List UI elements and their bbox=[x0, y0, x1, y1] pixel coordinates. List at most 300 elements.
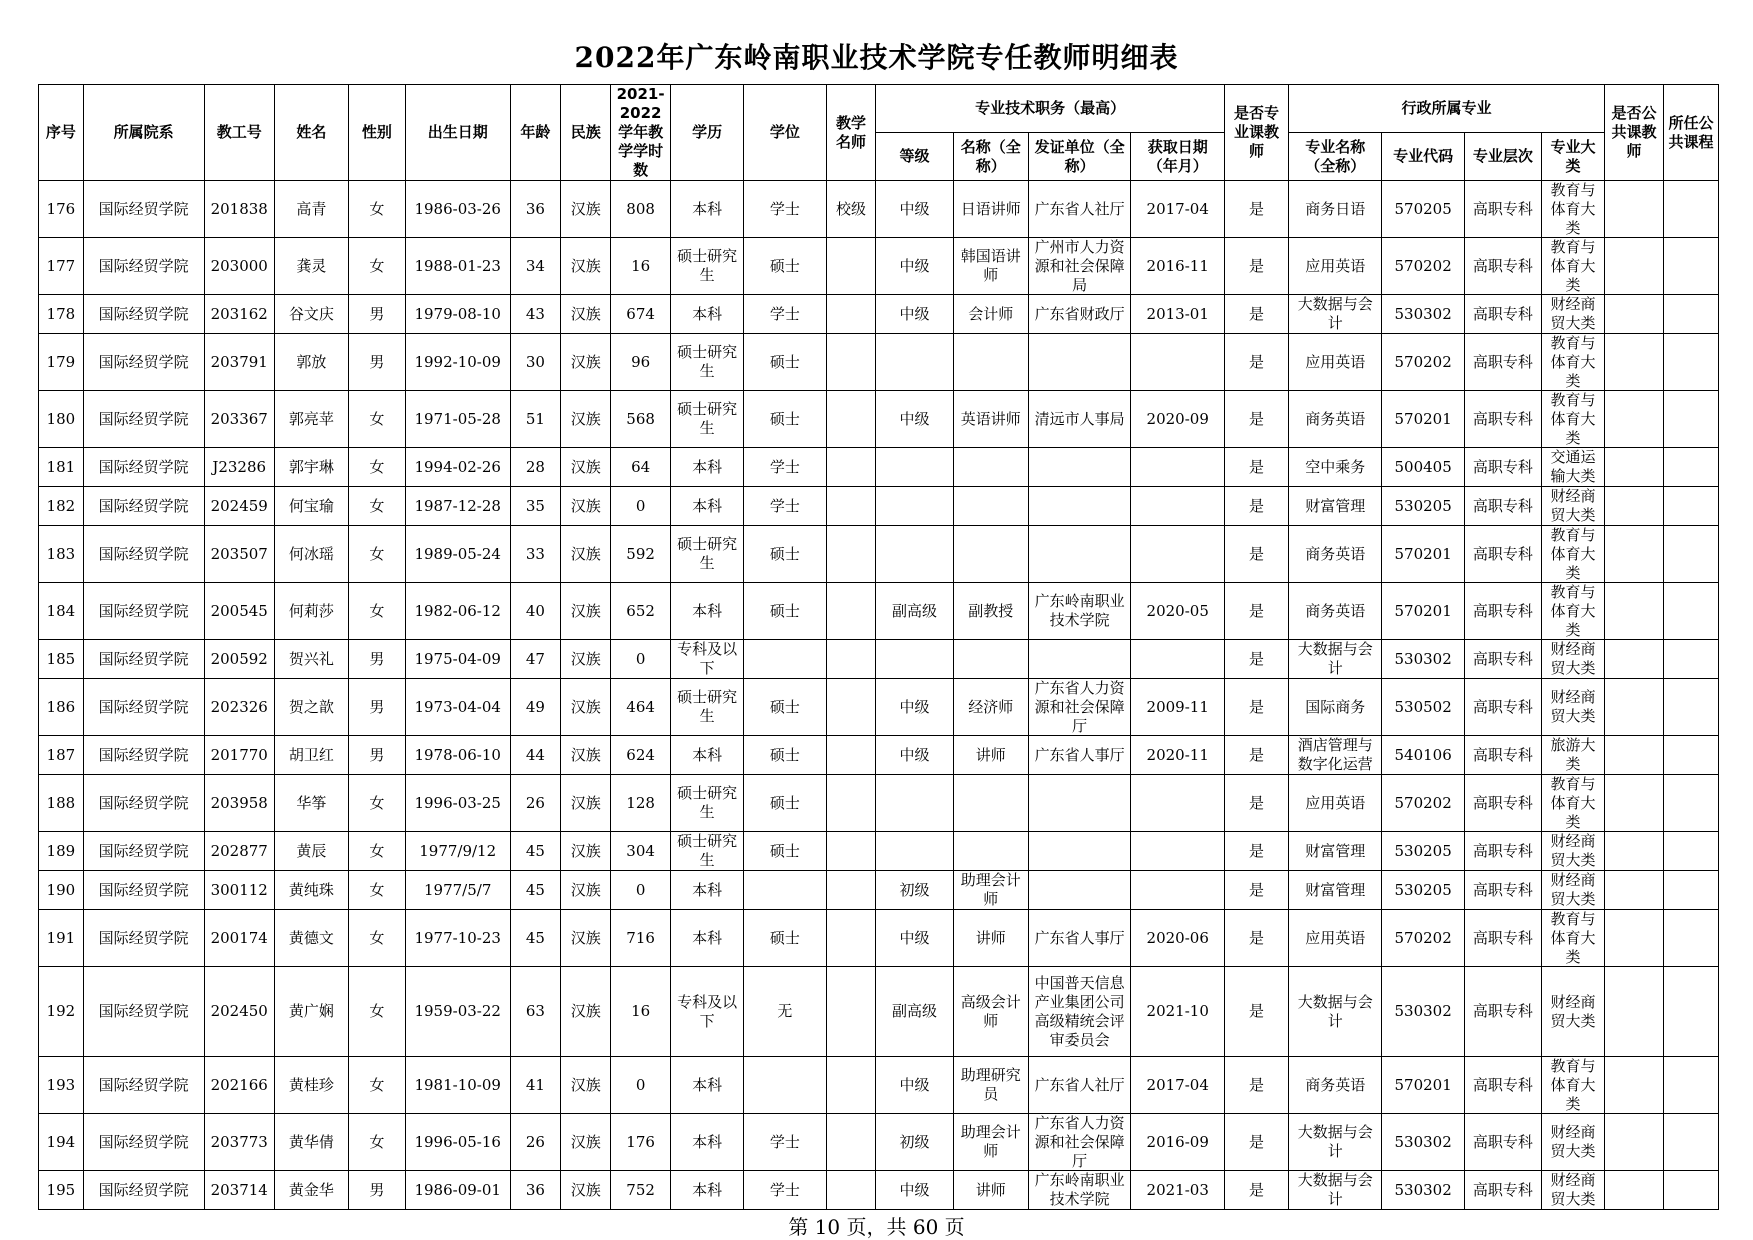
cell-ethnicity bbox=[561, 910, 611, 967]
cell-famous bbox=[826, 295, 876, 334]
cell-text: 是 bbox=[1248, 1002, 1264, 1020]
cell-text: 530502 bbox=[1394, 697, 1452, 716]
cell-text: 1977-10-23 bbox=[414, 928, 501, 947]
cell-text: 教育与体育大类 bbox=[1550, 238, 1596, 294]
cell-major-category bbox=[1542, 238, 1605, 295]
table-row bbox=[39, 910, 1719, 967]
cell-staff-id bbox=[204, 334, 274, 391]
cell-text: 182 bbox=[46, 496, 76, 515]
cell-tech-issuer bbox=[1028, 334, 1131, 391]
cell-text: 高职专科 bbox=[1472, 496, 1533, 515]
cell-seq bbox=[39, 640, 84, 679]
cell-tech-date bbox=[1131, 391, 1225, 448]
cell-text: 贺之歆 bbox=[288, 697, 334, 716]
cell-text: 大数据与会计 bbox=[1297, 640, 1373, 677]
cell-text: 国际经贸学院 bbox=[98, 256, 189, 275]
cell-text: 旅游大类 bbox=[1550, 736, 1596, 773]
cell-degree bbox=[744, 487, 826, 526]
cell-text: 201770 bbox=[210, 745, 268, 764]
cell-text: 财经商贸大类 bbox=[1550, 295, 1596, 332]
cell-text: 华筝 bbox=[296, 793, 327, 812]
cell-text: 26 bbox=[525, 793, 545, 812]
cell-birth bbox=[405, 679, 510, 736]
cell-text: 汉族 bbox=[570, 1075, 601, 1094]
table-row bbox=[39, 583, 1719, 640]
cell-major-level bbox=[1464, 295, 1541, 334]
cell-gender bbox=[348, 775, 405, 832]
cell-major-code bbox=[1382, 736, 1464, 775]
cell-major-name bbox=[1288, 583, 1382, 640]
cell-degree bbox=[744, 775, 826, 832]
cell-text: 硕士 bbox=[769, 793, 800, 812]
cell-text: 570205 bbox=[1394, 199, 1452, 218]
cell-tech-date bbox=[1131, 736, 1225, 775]
cell-text: 男 bbox=[369, 304, 385, 323]
header-is-major: 是否专业课教师 bbox=[1224, 85, 1288, 181]
cell-text: 谷文庆 bbox=[288, 304, 334, 323]
cell-text: 国际经贸学院 bbox=[98, 199, 189, 218]
cell-text: 硕士研究生 bbox=[677, 343, 738, 380]
cell-ethnicity bbox=[561, 238, 611, 295]
cell-is-public bbox=[1605, 181, 1664, 238]
cell-gender bbox=[348, 1114, 405, 1171]
cell-tech-date bbox=[1131, 679, 1225, 736]
cell-text: 广东省人社厅 bbox=[1034, 199, 1125, 218]
cell-text: 初级 bbox=[899, 880, 930, 899]
cell-birth bbox=[405, 736, 510, 775]
cell-text: 2020-09 bbox=[1146, 409, 1209, 428]
cell-hours bbox=[611, 1171, 671, 1210]
table-row bbox=[39, 1171, 1719, 1210]
cell-text: 高职专科 bbox=[1472, 880, 1533, 899]
cell-text: 硕士研究生 bbox=[677, 400, 738, 437]
cell-gender bbox=[348, 295, 405, 334]
cell-dept bbox=[83, 832, 204, 871]
cell-text: 1971-05-28 bbox=[414, 409, 501, 428]
cell-tech-name bbox=[953, 871, 1028, 910]
cell-text: 高职专科 bbox=[1472, 841, 1533, 860]
cell-text: 64 bbox=[631, 457, 651, 476]
cell-age bbox=[510, 967, 561, 1057]
cell-text: 讲师 bbox=[975, 1180, 1006, 1199]
cell-text: 商务英语 bbox=[1305, 1075, 1366, 1094]
cell-tech-issuer bbox=[1028, 1057, 1131, 1114]
cell-education bbox=[671, 775, 744, 832]
cell-is-public bbox=[1605, 736, 1664, 775]
cell-text: 女 bbox=[369, 457, 385, 476]
cell-major-name bbox=[1288, 736, 1382, 775]
cell-staff-id bbox=[204, 679, 274, 736]
cell-education bbox=[671, 832, 744, 871]
cell-public-course bbox=[1663, 334, 1718, 391]
cell-text: 530302 bbox=[1394, 304, 1452, 323]
cell-text: 高职专科 bbox=[1472, 649, 1533, 668]
cell-hours bbox=[611, 448, 671, 487]
cell-text: 203958 bbox=[210, 793, 268, 812]
cell-age bbox=[510, 391, 561, 448]
cell-degree bbox=[744, 1171, 826, 1210]
cell-text: 硕士研究生 bbox=[677, 832, 738, 869]
cell-dept bbox=[83, 334, 204, 391]
cell-ethnicity bbox=[561, 967, 611, 1057]
cell-public-course bbox=[1663, 295, 1718, 334]
cell-dept bbox=[83, 583, 204, 640]
cell-text: 女 bbox=[369, 1132, 385, 1151]
table-row bbox=[39, 775, 1719, 832]
cell-tech-date bbox=[1131, 775, 1225, 832]
table-row bbox=[39, 295, 1719, 334]
cell-text: 商务英语 bbox=[1305, 544, 1366, 563]
cell-text: 大数据与会计 bbox=[1297, 1123, 1373, 1160]
cell-text: 女 bbox=[369, 256, 385, 275]
header-degree: 学位 bbox=[744, 85, 826, 181]
cell-text: 高职专科 bbox=[1472, 793, 1533, 812]
cell-degree bbox=[744, 832, 826, 871]
cell-text: 是 bbox=[1248, 841, 1264, 860]
cell-text: 716 bbox=[626, 928, 655, 947]
cell-gender bbox=[348, 679, 405, 736]
cell-degree bbox=[744, 736, 826, 775]
cell-age bbox=[510, 181, 561, 238]
cell-birth bbox=[405, 391, 510, 448]
cell-education bbox=[671, 910, 744, 967]
cell-text: 0 bbox=[635, 649, 646, 668]
cell-staff-id bbox=[204, 487, 274, 526]
cell-text: 国际经贸学院 bbox=[98, 352, 189, 371]
cell-tech-date bbox=[1131, 238, 1225, 295]
cell-famous bbox=[826, 775, 876, 832]
cell-staff-id bbox=[204, 736, 274, 775]
cell-is-major bbox=[1224, 736, 1288, 775]
cell-text: 808 bbox=[626, 199, 655, 218]
cell-text: 2016-11 bbox=[1146, 256, 1209, 275]
cell-text: 助理研究员 bbox=[960, 1066, 1021, 1103]
cell-major-level bbox=[1464, 181, 1541, 238]
cell-is-major bbox=[1224, 391, 1288, 448]
cell-is-public bbox=[1605, 391, 1664, 448]
cell-gender bbox=[348, 181, 405, 238]
cell-text: 教育与体育大类 bbox=[1550, 181, 1596, 237]
cell-major-name bbox=[1288, 679, 1382, 736]
cell-hours bbox=[611, 910, 671, 967]
table-row bbox=[39, 640, 1719, 679]
cell-major-name bbox=[1288, 1114, 1382, 1171]
cell-tech-date bbox=[1131, 967, 1225, 1057]
cell-hours bbox=[611, 640, 671, 679]
table-row bbox=[39, 238, 1719, 295]
cell-is-public bbox=[1605, 871, 1664, 910]
cell-age bbox=[510, 334, 561, 391]
cell-text: 高职专科 bbox=[1472, 1180, 1533, 1199]
cell-major-level bbox=[1464, 679, 1541, 736]
cell-text: 商务日语 bbox=[1305, 199, 1366, 218]
cell-name bbox=[274, 238, 348, 295]
table-row bbox=[39, 736, 1719, 775]
cell-text: 空中乘务 bbox=[1305, 457, 1366, 476]
cell-major-name bbox=[1288, 487, 1382, 526]
cell-text: 36 bbox=[525, 1180, 545, 1199]
cell-text: 2021-03 bbox=[1146, 1180, 1209, 1199]
cell-is-major bbox=[1224, 334, 1288, 391]
cell-tech-name bbox=[953, 448, 1028, 487]
cell-famous bbox=[826, 334, 876, 391]
cell-text: 女 bbox=[369, 496, 385, 515]
cell-text: 570201 bbox=[1394, 544, 1452, 563]
cell-tech-date bbox=[1131, 334, 1225, 391]
cell-text: 高职专科 bbox=[1472, 409, 1533, 428]
page-footer: 第 10 页，共 60 页 bbox=[788, 1215, 965, 1239]
cell-text: 女 bbox=[369, 880, 385, 899]
cell-text: 汉族 bbox=[570, 457, 601, 476]
cell-text: 商务英语 bbox=[1305, 601, 1366, 620]
header-tech-issuer: 发证单位（全称） bbox=[1028, 133, 1131, 181]
cell-text: 胡卫红 bbox=[288, 745, 334, 764]
cell-text: 47 bbox=[525, 649, 545, 668]
cell-major-category bbox=[1542, 334, 1605, 391]
cell-text: 硕士研究生 bbox=[677, 784, 738, 821]
cell-public-course bbox=[1663, 583, 1718, 640]
cell-age bbox=[510, 910, 561, 967]
cell-text: 硕士 bbox=[769, 352, 800, 371]
cell-public-course bbox=[1663, 679, 1718, 736]
cell-is-major bbox=[1224, 1057, 1288, 1114]
page-title: 2022年广东岭南职业技术学院专任教师明细表 bbox=[574, 41, 1179, 74]
cell-name bbox=[274, 640, 348, 679]
cell-public-course bbox=[1663, 1057, 1718, 1114]
cell-major-category bbox=[1542, 391, 1605, 448]
cell-education bbox=[671, 967, 744, 1057]
cell-text: 清远市人事局 bbox=[1034, 409, 1125, 428]
cell-tech-issuer bbox=[1028, 775, 1131, 832]
header-major-code: 专业代码 bbox=[1382, 133, 1464, 181]
cell-gender bbox=[348, 334, 405, 391]
cell-text: 186 bbox=[46, 697, 76, 716]
cell-degree bbox=[744, 295, 826, 334]
cell-text: 女 bbox=[369, 1075, 385, 1094]
cell-text: 16 bbox=[631, 1002, 651, 1020]
cell-is-public bbox=[1605, 487, 1664, 526]
cell-text: 副高级 bbox=[891, 1002, 937, 1020]
cell-birth bbox=[405, 871, 510, 910]
cell-text: 高职专科 bbox=[1472, 1132, 1533, 1151]
cell-dept bbox=[83, 871, 204, 910]
cell-degree bbox=[744, 391, 826, 448]
cell-famous bbox=[826, 583, 876, 640]
cell-text: 女 bbox=[369, 841, 385, 860]
cell-text: 是 bbox=[1248, 457, 1264, 476]
cell-text: 530205 bbox=[1394, 841, 1452, 860]
cell-gender bbox=[348, 1057, 405, 1114]
cell-hours bbox=[611, 967, 671, 1057]
cell-famous bbox=[826, 448, 876, 487]
cell-text: 1982-06-12 bbox=[414, 601, 501, 620]
cell-text: 教育与体育大类 bbox=[1550, 910, 1596, 966]
cell-text: 2017-04 bbox=[1146, 1075, 1209, 1094]
cell-text: 汉族 bbox=[570, 697, 601, 716]
cell-text: 304 bbox=[626, 841, 655, 860]
cell-text: 硕士 bbox=[769, 256, 800, 275]
cell-major-code bbox=[1382, 295, 1464, 334]
cell-tech-name bbox=[953, 775, 1028, 832]
cell-text: 是 bbox=[1248, 256, 1264, 275]
cell-text: 教育与体育大类 bbox=[1550, 1057, 1596, 1113]
cell-age bbox=[510, 832, 561, 871]
cell-name bbox=[274, 391, 348, 448]
cell-tech-name bbox=[953, 967, 1028, 1057]
cell-tech-name bbox=[953, 583, 1028, 640]
cell-dept bbox=[83, 391, 204, 448]
cell-major-name bbox=[1288, 526, 1382, 583]
cell-hours bbox=[611, 583, 671, 640]
cell-text: 中级 bbox=[899, 1075, 930, 1094]
header-tech-group: 专业技术职务（最高） bbox=[876, 85, 1225, 133]
cell-tech-name bbox=[953, 679, 1028, 736]
cell-major-category bbox=[1542, 1057, 1605, 1114]
cell-staff-id bbox=[204, 640, 274, 679]
header-is-public: 是否公共课教师 bbox=[1605, 85, 1664, 181]
cell-text: 26 bbox=[525, 1132, 545, 1151]
cell-text: 178 bbox=[46, 304, 76, 323]
cell-degree bbox=[744, 910, 826, 967]
cell-text: 财经商贸大类 bbox=[1550, 487, 1596, 524]
cell-text: 硕士研究生 bbox=[677, 247, 738, 284]
cell-major-name bbox=[1288, 448, 1382, 487]
cell-public-course bbox=[1663, 181, 1718, 238]
cell-text: 1975-04-09 bbox=[414, 649, 501, 668]
cell-major-level bbox=[1464, 526, 1541, 583]
cell-major-category bbox=[1542, 640, 1605, 679]
cell-tech-issuer bbox=[1028, 1114, 1131, 1171]
header-public-course: 所任公共课程 bbox=[1663, 85, 1718, 181]
cell-text: 本科 bbox=[692, 496, 723, 515]
cell-degree bbox=[744, 181, 826, 238]
cell-degree bbox=[744, 334, 826, 391]
cell-text: 464 bbox=[626, 697, 655, 716]
cell-text: 570202 bbox=[1394, 793, 1452, 812]
cell-seq bbox=[39, 1171, 84, 1210]
cell-tech-name bbox=[953, 1114, 1028, 1171]
cell-is-public bbox=[1605, 1171, 1664, 1210]
cell-hours bbox=[611, 1057, 671, 1114]
cell-text: 1977/5/7 bbox=[424, 880, 492, 899]
cell-text: 男 bbox=[369, 745, 385, 764]
cell-tech-issuer bbox=[1028, 583, 1131, 640]
cell-ethnicity bbox=[561, 583, 611, 640]
cell-ethnicity bbox=[561, 640, 611, 679]
cell-public-course bbox=[1663, 391, 1718, 448]
cell-name bbox=[274, 526, 348, 583]
cell-staff-id bbox=[204, 238, 274, 295]
cell-tech-issuer bbox=[1028, 487, 1131, 526]
cell-text: 黄广娴 bbox=[288, 1002, 334, 1020]
cell-text: 黄德文 bbox=[288, 928, 334, 947]
cell-major-category bbox=[1542, 832, 1605, 871]
cell-text: 本科 bbox=[692, 880, 723, 899]
cell-public-course bbox=[1663, 967, 1718, 1057]
cell-text: 副高级 bbox=[891, 601, 937, 620]
cell-famous bbox=[826, 679, 876, 736]
cell-text: 女 bbox=[369, 1002, 385, 1020]
table-row bbox=[39, 967, 1719, 1057]
cell-degree bbox=[744, 871, 826, 910]
cell-text: 财富管理 bbox=[1305, 880, 1366, 899]
cell-degree bbox=[744, 640, 826, 679]
cell-text: 是 bbox=[1248, 496, 1264, 515]
cell-text: 30 bbox=[525, 352, 545, 371]
cell-staff-id bbox=[204, 832, 274, 871]
cell-ethnicity bbox=[561, 295, 611, 334]
cell-text: 大数据与会计 bbox=[1297, 1171, 1373, 1208]
cell-text: 530302 bbox=[1394, 649, 1452, 668]
cell-text: 汉族 bbox=[570, 928, 601, 947]
cell-age bbox=[510, 583, 561, 640]
cell-text: 广东岭南职业技术学院 bbox=[1034, 592, 1125, 629]
cell-text: 176 bbox=[626, 1132, 655, 1151]
cell-is-major bbox=[1224, 1171, 1288, 1210]
cell-text: 国际商务 bbox=[1305, 697, 1366, 716]
cell-birth bbox=[405, 775, 510, 832]
cell-staff-id bbox=[204, 1114, 274, 1171]
cell-dept bbox=[83, 487, 204, 526]
cell-staff-id bbox=[204, 775, 274, 832]
cell-text: 540106 bbox=[1394, 745, 1452, 764]
cell-staff-id bbox=[204, 526, 274, 583]
cell-seq bbox=[39, 910, 84, 967]
cell-tech-issuer bbox=[1028, 640, 1131, 679]
header-ethnicity: 民族 bbox=[561, 85, 611, 181]
cell-famous bbox=[826, 1114, 876, 1171]
cell-education bbox=[671, 640, 744, 679]
cell-age bbox=[510, 640, 561, 679]
cell-text: 本科 bbox=[692, 1075, 723, 1094]
cell-text: 180 bbox=[46, 409, 76, 428]
cell-birth bbox=[405, 967, 510, 1057]
cell-text: 187 bbox=[46, 745, 76, 764]
cell-text: 是 bbox=[1248, 793, 1264, 812]
cell-text: 203162 bbox=[210, 304, 268, 323]
cell-text: 国际经贸学院 bbox=[98, 1002, 189, 1020]
cell-major-level bbox=[1464, 334, 1541, 391]
cell-education bbox=[671, 334, 744, 391]
cell-dept bbox=[83, 181, 204, 238]
cell-degree bbox=[744, 1057, 826, 1114]
cell-tech-date bbox=[1131, 1114, 1225, 1171]
cell-seq bbox=[39, 967, 84, 1057]
cell-major-level bbox=[1464, 1114, 1541, 1171]
cell-text: 63 bbox=[525, 1002, 545, 1020]
cell-hours bbox=[611, 736, 671, 775]
cell-tech-issuer bbox=[1028, 967, 1131, 1057]
cell-text: 汉族 bbox=[570, 1132, 601, 1151]
cell-text: 副教授 bbox=[968, 601, 1014, 620]
cell-text: 汉族 bbox=[570, 745, 601, 764]
cell-text: 181 bbox=[46, 457, 76, 476]
cell-ethnicity bbox=[561, 526, 611, 583]
cell-is-public bbox=[1605, 967, 1664, 1057]
cell-text: 33 bbox=[525, 544, 545, 563]
cell-education bbox=[671, 295, 744, 334]
cell-text: 128 bbox=[626, 793, 655, 812]
cell-text: 汉族 bbox=[570, 880, 601, 899]
cell-hours bbox=[611, 487, 671, 526]
cell-major-category bbox=[1542, 295, 1605, 334]
cell-major-name bbox=[1288, 391, 1382, 448]
cell-major-category bbox=[1542, 487, 1605, 526]
cell-text: 硕士 bbox=[769, 745, 800, 764]
cell-text: 男 bbox=[369, 1180, 385, 1199]
cell-text: 568 bbox=[626, 409, 655, 428]
cell-major-category bbox=[1542, 1171, 1605, 1210]
